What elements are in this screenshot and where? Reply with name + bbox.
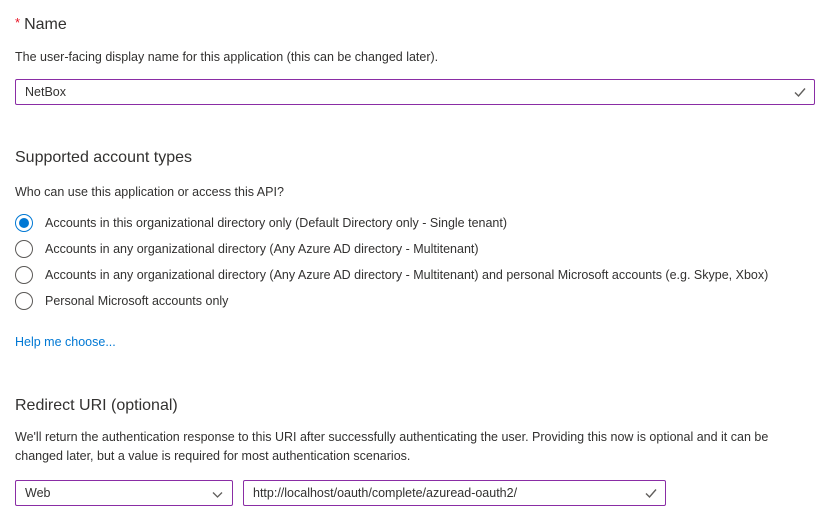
- account-types-radio-group: [15, 210, 815, 314]
- platform-select-value: Web: [25, 486, 51, 500]
- required-asterisk: *: [15, 15, 21, 30]
- redirect-uri-input[interactable]: [243, 480, 666, 506]
- name-description: The user-facing display name for this application (this can be changed later).: [15, 50, 439, 64]
- help-me-choose-link[interactable]: Help me choose...: [15, 335, 116, 349]
- radio-option-label: Accounts in this organizational directory only (Default Directory only - Single tenant): [45, 216, 508, 230]
- uri-input-wrap: [243, 480, 666, 506]
- platform-select[interactable]: [15, 480, 233, 506]
- redirect-uri-title: Redirect URI (optional): [15, 397, 178, 414]
- radio-button-icon[interactable]: [15, 214, 33, 232]
- radio-option-multitenant-personal[interactable]: [15, 262, 815, 288]
- radio-option-label: Accounts in any organizational directory (Any Azure AD directory - Multitenant) and personal Microsoft accounts (e.g. Skype, Xbox): [45, 268, 769, 282]
- account-types-section: [15, 147, 815, 351]
- redirect-uri-row: [15, 480, 815, 506]
- name-input[interactable]: [15, 79, 815, 105]
- radio-option-single-tenant[interactable]: [15, 210, 815, 236]
- radio-option-personal-only[interactable]: [15, 288, 815, 314]
- account-types-question: Who can use this application or access this API?: [15, 185, 284, 199]
- radio-button-icon[interactable]: [15, 240, 33, 258]
- radio-option-label: Personal Microsoft accounts only: [45, 294, 229, 308]
- radio-option-multitenant[interactable]: [15, 236, 815, 262]
- name-input-wrap: [15, 79, 815, 105]
- radio-option-label: Accounts in any organizational directory (Any Azure AD directory - Multitenant): [45, 242, 479, 256]
- name-label: Name: [24, 16, 67, 33]
- redirect-uri-section: [15, 395, 815, 506]
- radio-button-icon[interactable]: [15, 266, 33, 284]
- account-types-title: Supported account types: [15, 149, 193, 166]
- radio-button-icon[interactable]: [15, 292, 33, 310]
- chevron-down-icon: [211, 488, 224, 501]
- redirect-uri-description: We'll return the authentication response to this URI after successfully authenticating the user. Providing this now is optional and it can be changed later, but a value is required for most authentication scenarios.: [15, 430, 769, 463]
- name-section: [15, 12, 815, 105]
- name-section-title: [15, 12, 815, 35]
